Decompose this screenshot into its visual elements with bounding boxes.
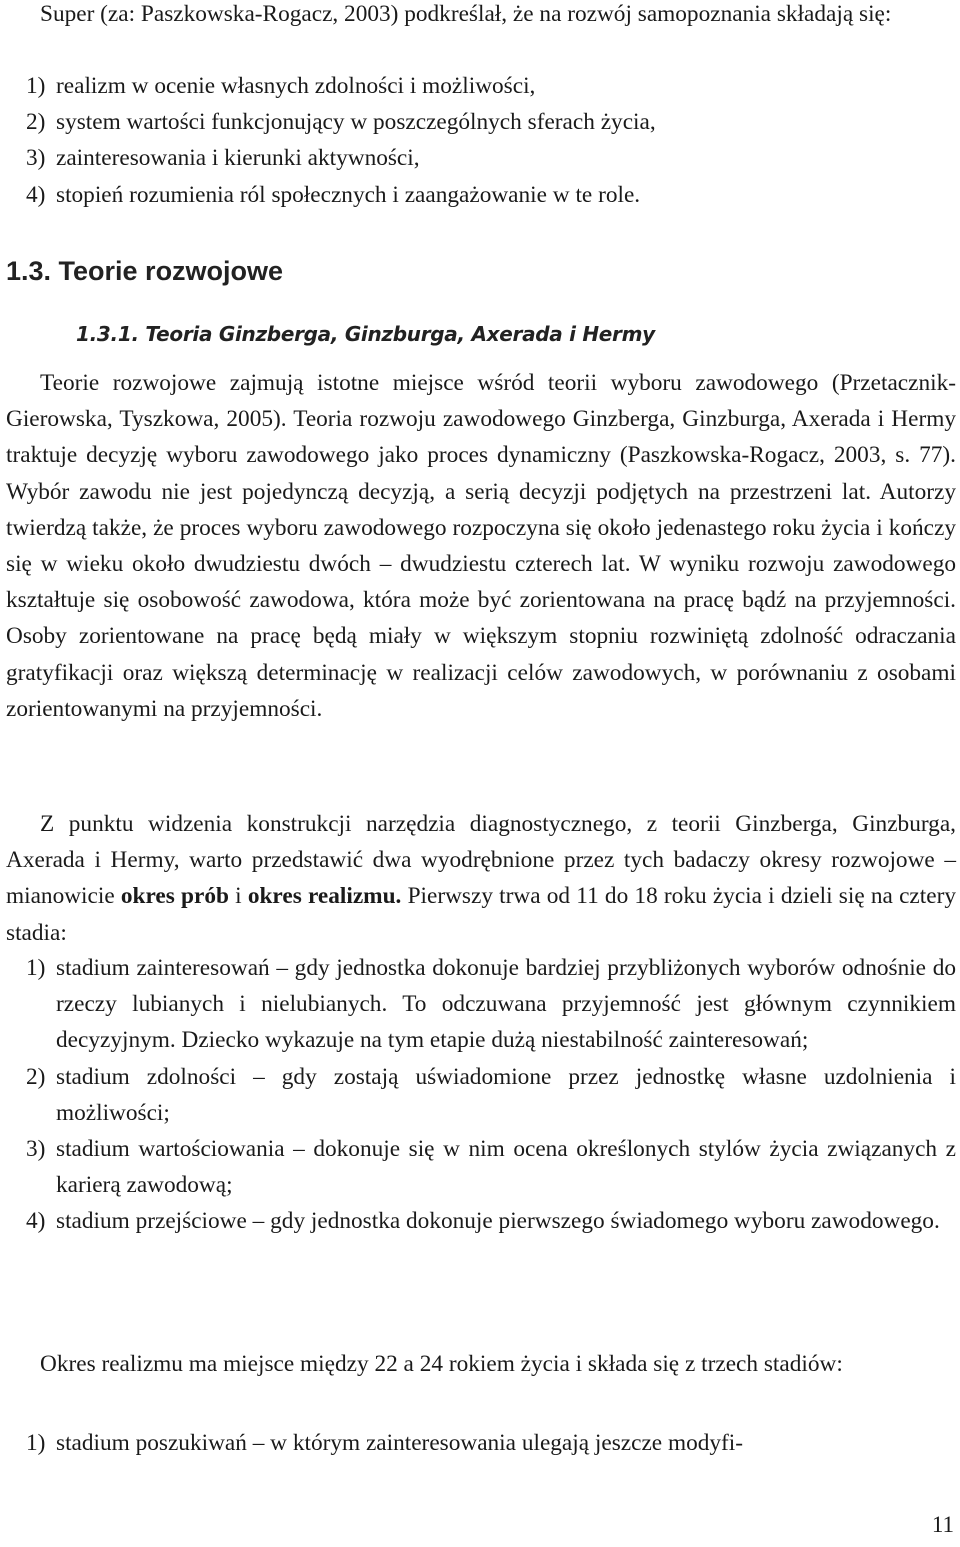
realism-list [6, 1425, 956, 1461]
list-item: 4) stadium przejściowe – gdy jednostka dokonuje pierwszego świadomego wyboru zawodowego. [26, 1208, 940, 1235]
list-item: 1) stadium zainteresowań – gdy jednostka dokonuje bardziej przybliżonych wyborów odnośnie do rzeczy lubianych i nielubianych. To odczuwana przyjemność jest głównym czynnikiem decyzyjnym. Dziecko wykazuje na tym etapie dużą niestabilność zainteresowań; [26, 955, 956, 1054]
list-item: 3) stadium wartościowania – dokonuje się w nim ocena określonych stylów życia związanych z karierą zawodową; [26, 1136, 956, 1199]
subsection-heading: 1.3.1. Teoria Ginzberga, Ginzburga, Axerada i Hermy [76, 322, 655, 346]
term-realism-period: okres realizmu. [247, 883, 402, 910]
paragraph-realism: Okres realizmu ma miejsce między 22 a 24 rokiem życia i składa się z trzech stadiów: [40, 1351, 843, 1377]
stages-list [6, 950, 956, 1240]
list-item: 2) stadium zdolności – gdy zostają uświadomione przez jednostkę własne uzdolnienia i możliwości; [26, 1063, 956, 1126]
section-heading: 1.3. Teorie rozwojowe [6, 256, 284, 286]
paragraph-periods: Z punktu widzenia konstrukcji narzędzia diagnostycznego, z teorii Ginzberga, Ginzburga, Axerada i Hermy, warto przedstawić dwa wyodrębnione przez tych badaczy okresy rozwojowe – mianowicie okres prób i okres realizmu. Pierwszy trwa od 11 do 18 roku życia i dzieli się na cztery stadia: [6, 811, 956, 946]
intro-paragraph: Super (za: Paszkowska-Rogacz, 2003) podkreślał, że na rozwój samopoznania składają się: [40, 1, 892, 27]
intro-list [6, 68, 956, 213]
list-item: 1) realizm w ocenie własnych zdolności i możliwości, [26, 73, 536, 99]
list-item: 2) system wartości funkcjonujący w poszczególnych sferach życia, [26, 109, 656, 136]
page-number: 11 [931, 1512, 954, 1537]
list-item: 3) zainteresowania i kierunki aktywności, [26, 145, 420, 172]
term-trial-period: okres prób [120, 883, 229, 910]
paragraph-theories: Teorie rozwojowe zajmują istotne miejsce wśród teorii wyboru zawodowego (Przetacznik-Gierowska, Tyszkowa, 2005). Teoria rozwoju zawodowego Ginzberga, Ginzburga, Axerada i Hermy traktuje decyzję wyboru zawodowego jako proces dynamiczny (Paszkowska-Rogacz, 2003, s. 77). Wybór zawodu nie jest pojedynczą decyzją, a serią decyzji podjętych na przestrzeni lat. Autorzy twierdzą także, że proces wyboru zawodowego rozpoczyna się około jedenastego roku życia i kończy się w wieku około dwudziestu dwóch – dwudziestu czterech lat. W wyniku rozwoju zawodowego kształtuje się osobowość zawodowa, która może być zorientowana na pracę bądź na przyjemności. Osoby zorientowane na pracę będą miały w większym stopniu rozwiniętą zdolność odraczania gratyfikacji oraz większą determinację w realizacji celów zawodowych, w porównaniu z osobami zorientowanymi na przyjemności. [6, 370, 956, 722]
list-item: 1) stadium poszukiwań – w którym zainteresowania ulegają jeszcze modyfi- [26, 1430, 744, 1456]
list-item: 4) stopień rozumienia ról społecznych i zaangażowanie w te role. [26, 181, 641, 208]
